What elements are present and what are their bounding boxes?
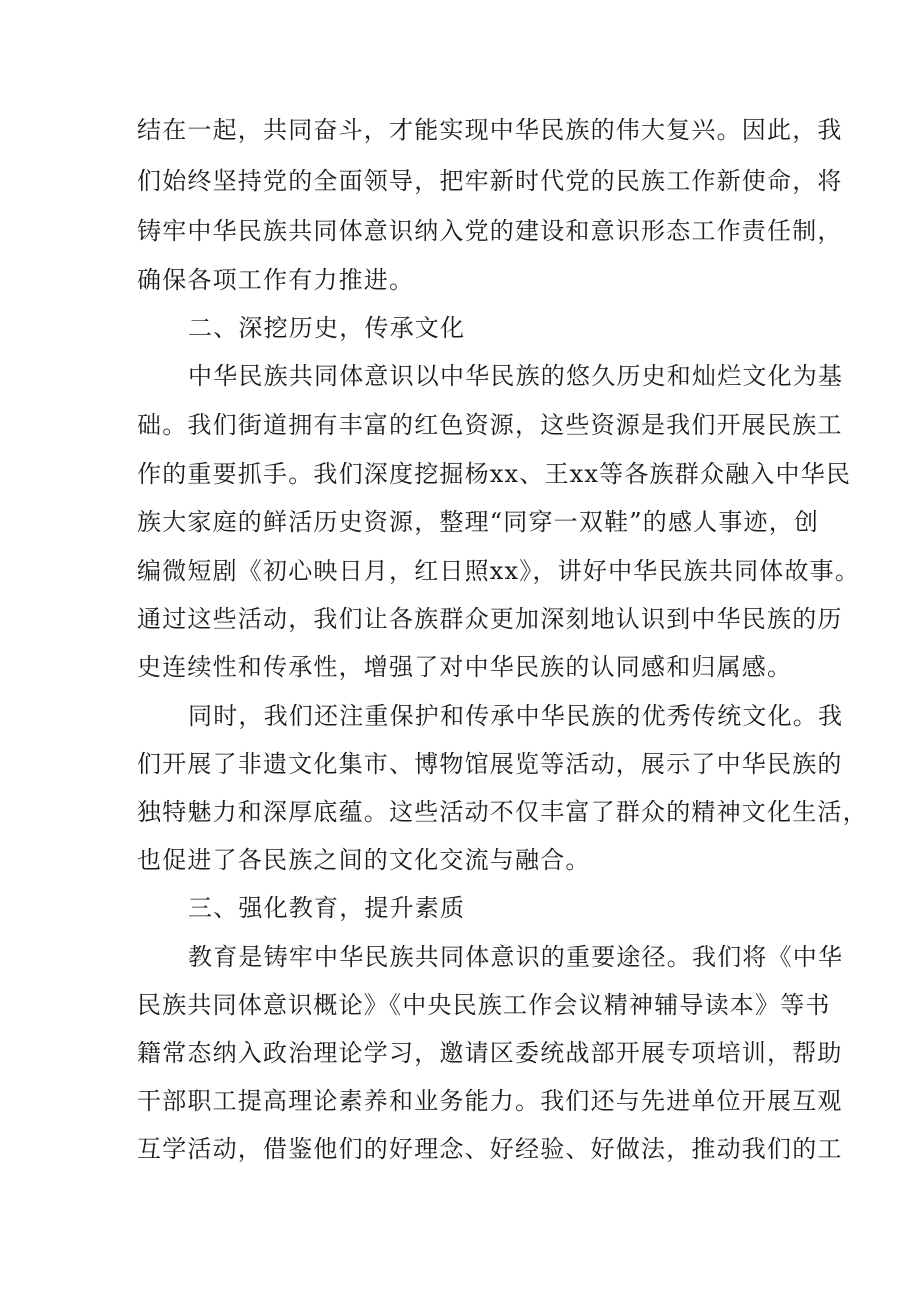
text-line: 作的重要抓手。我们深度挖掘杨xx、王xx等各族群众融入中华民 [137,460,852,488]
text-line: 们始终坚持党的全面领导，把牢新时代党的民族工作新使命，将 [137,167,843,195]
text-line: 史连续性和传承性，增强了对中华民族的认同感和归属感。 [137,653,793,681]
text-line: 础。我们街道拥有丰富的红色资源，这些资源是我们开展民族工 [137,411,843,439]
section-heading: 二、深挖历史，传承文化 [188,314,466,342]
text-line: 独特魅力和深厚底蕴。这些活动不仅丰富了群众的精神文化生活， [137,798,868,826]
text-line: 中华民族共同体意识以中华民族的悠久历史和灿烂文化为基 [188,362,844,390]
text-line: 籍常态纳入政治理论学习，邀请区委统战部开展专项培训，帮助 [137,1039,843,1067]
text-line: 族大家庭的鲜活历史资源，整理“同穿一双鞋”的感人事迹，创 [137,508,820,536]
section-heading: 三、强化教育，提升素质 [188,894,466,922]
text-line: 同时，我们还注重保护和传承中华民族的优秀传统文化。我 [188,702,844,730]
text-line: 编微短剧《初心映日月，红日照xx》，讲好中华民族共同体故事。 [137,557,861,585]
text-line: 铸牢中华民族共同体意识纳入党的建设和意识形态工作责任制， [137,217,843,245]
text-line: 通过这些活动，我们让各族群众更加深刻地认识到中华民族的历 [137,605,843,633]
text-line: 干部职工提高理论素养和业务能力。我们还与先进单位开展互观 [137,1087,843,1115]
text-line: 互学活动，借鉴他们的好理念、好经验、好做法，推动我们的工 [137,1135,843,1163]
text-line: 民族共同体意识概论》《中央民族工作会议精神辅导读本》等书 [137,991,831,1019]
text-line: 也促进了各民族之间的文化交流与融合。 [137,846,591,874]
text-line: 教育是铸牢中华民族共同体意识的重要途径。我们将《中华 [188,943,844,971]
text-line: 们开展了非遗文化集市、博物馆展览等活动，展示了中华民族的 [137,750,843,778]
text-line: 确保各项工作有力推进。 [137,266,415,294]
text-line: 结在一起，共同奋斗，才能实现中华民族的伟大复兴。因此，我 [137,116,843,144]
